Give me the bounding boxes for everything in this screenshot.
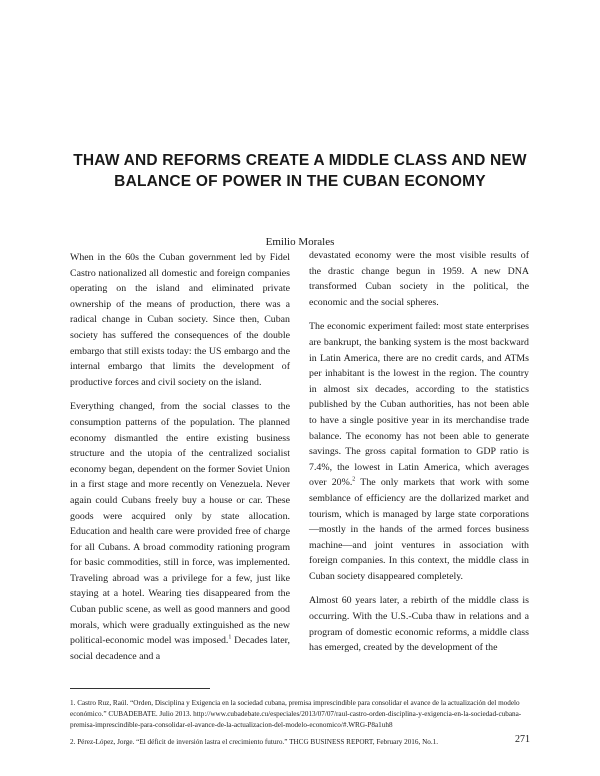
paragraph-text: The only markets that work with some semblance of efficiency are the dollarized market and tourism, which is managed by large state corporations—mostly in the hands of the armed forces business machine—and joint ventures in association with foreign companies. In this context, the middle class in Cuban society disappeared completely. (309, 477, 529, 582)
footnotes (70, 698, 530, 754)
footnote-divider (70, 688, 210, 689)
page-number: 271 (515, 734, 530, 745)
paragraph: devastated economy were the most visible results of the drastic change begun in 1959. A new DNA transformed Cuban society in the political, the economic and the social spheres. (309, 250, 529, 308)
footnote-ref[interactable]: 1 (228, 634, 232, 641)
left-column (70, 250, 290, 673)
paragraph-text: Decades later, social decadence and a (70, 635, 290, 662)
paragraph-text: The economic experiment failed: most state enterprises are bankrupt, the banking system is the most backward in Latin America, there are no credit cards, and ATMs per inhabitant is the lowest in the region. The country in almost six decades, according to the statistics published by the Cuban authorities, has not been able to have a single positive year in its merchandise trade balance. The economy has not been able to generate savings. The gross capital formation to GDP ratio is 7.4%, the lowest in Latin America, which averages over 20%. (309, 321, 529, 489)
paragraph: When in the 60s the Cuban government led by Fidel Castro nationalized all domestic and foreign companies operating on the island and eliminated private ownership of the means of production, there was a radical change in Cuban society. Since then, Cuban society has suffered the consequences of the double embargo that still exists today: the US embargo and the internal embargo that limits the development of productive forces and civil society on the island. (70, 252, 290, 388)
footnote: 1. Castro Ruz, Raúl. “Orden, Disciplina y Exigencia en la sociedad cubana, premisa imprescindible para consolidar el avance de la actualización del modelo económico.” CUBADEBATE. Julio 2013. http://www.cubadebate.cu/especiales/2013/07/07/raul-castro-orden-disciplina-y-exigencia-en-la-sociedad-cubana-premisa-imprescindible-para-consolidar-el-avance-de-la-actualizacion-del-modelo-economico/#.WRG-P8a1uh8 (70, 699, 522, 729)
author-name: Emilio Morales (265, 236, 335, 248)
footnote: 2. Pérez-López, Jorge. “El déficit de inversión lastra el crecimiento futuro.” THCG BUSINESS REPORT, February 2016, No.1. (70, 738, 439, 746)
right-column (309, 248, 529, 665)
paragraph (70, 399, 290, 664)
footnote-ref[interactable]: 2 (352, 477, 356, 484)
paragraph (309, 319, 529, 584)
paragraph-text: Everything changed, from the social classes to the consumption patterns of the population. The planned economy dismantled the entire existing business structure and the utopia of the centralized socialist economy began, dependent on the former Soviet Union in a first stage and more recently on Venezuela. Never again could Cubans freely buy a house or car. These goods were acquired only by state allocation. Education and health care were provided free of charge for all Cubans. A broad commodity rationing program for basic commodities, still in force, was implemented. Traveling abroad was a privilege for a few, just like staying at a hotel. Wearing ties disappeared from the Cuban public scene, as well as good manners and good morals, which were gradually extinguished as the new political-economic model was imposed. (70, 401, 290, 647)
paragraph: Almost 60 years later, a rebirth of the middle class is occurring. With the U.S.-Cuba thaw in relations and a program of domestic economic reforms, a middle class has emerged, created by the development of the (309, 595, 529, 654)
article-title: THAW AND REFORMS CREATE A MIDDLE CLASS AND NEW BALANCE OF POWER IN THE CUBAN ECONOMY (73, 152, 527, 190)
